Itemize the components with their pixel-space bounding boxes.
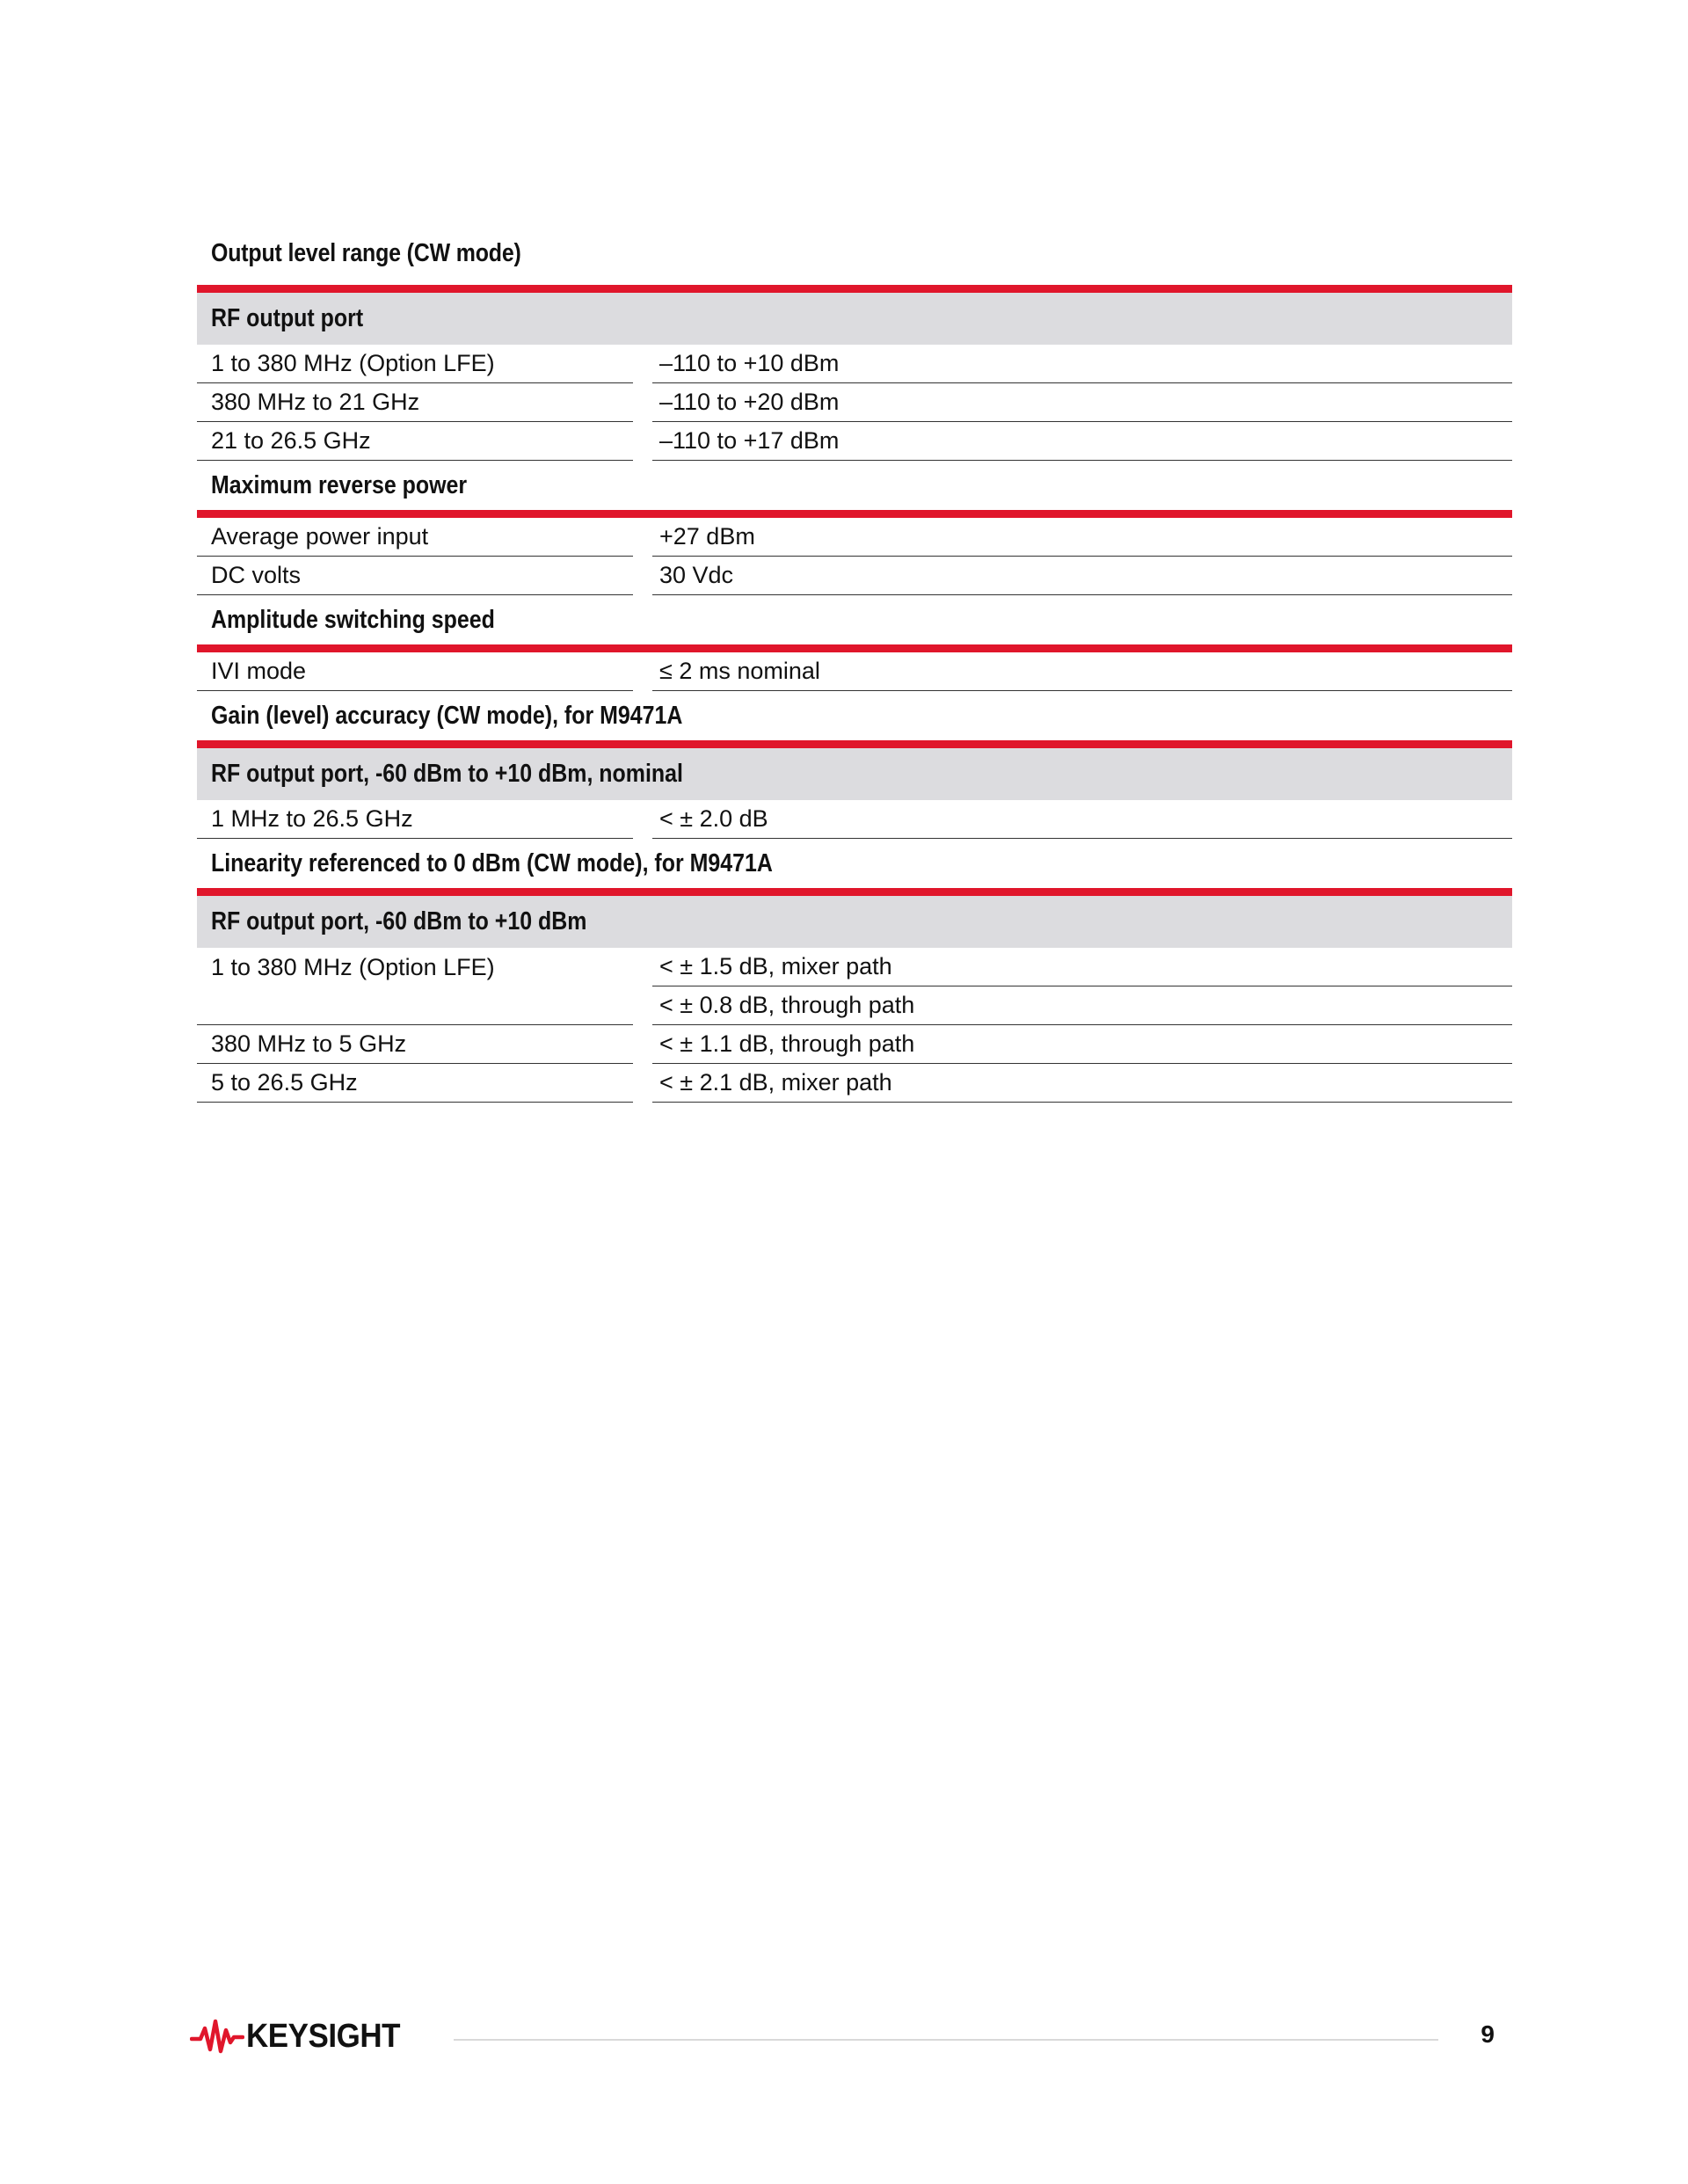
spec-row <box>197 652 1512 691</box>
footer-divider <box>454 2039 1438 2041</box>
value-cell: < ± 2.1 dB, mixer path <box>652 1064 1512 1103</box>
spec-section <box>197 839 1512 888</box>
section-header: RF output port <box>197 293 1512 345</box>
page-number: 9 <box>1481 2020 1495 2048</box>
spec-row <box>197 383 1512 422</box>
section-title: Linearity referenced to 0 dBm (CW mode), for M9471A <box>211 848 773 877</box>
parameter-cell: 5 to 26.5 GHz <box>197 1064 633 1103</box>
page-title: Output level range (CW mode) <box>211 239 521 267</box>
section-title: Maximum reverse power <box>211 470 468 499</box>
value-cell: ≤ 2 ms nominal <box>652 652 1512 691</box>
section-divider <box>197 644 1512 652</box>
keysight-waveform-icon <box>190 2016 244 2057</box>
spec-row <box>197 1064 1512 1103</box>
parameter-cell: DC volts <box>197 557 633 595</box>
spec-row <box>197 518 1512 557</box>
page-footer <box>190 2013 1509 2059</box>
parameter-cell: Average power input <box>197 518 633 557</box>
spec-section <box>197 595 1512 691</box>
logo-text: KEYSIGHT <box>246 2017 401 2055</box>
spec-row <box>197 557 1512 595</box>
spec-row <box>197 345 1512 383</box>
value-cell: –110 to +20 dBm <box>652 383 1512 422</box>
value-cell: +27 dBm <box>652 518 1512 557</box>
spec-row <box>197 1025 1512 1064</box>
value-cell: < ± 1.1 dB, through path <box>652 1025 1512 1064</box>
spec-table <box>197 285 1512 1103</box>
keysight-logo <box>190 2013 413 2059</box>
parameter-cell: 1 to 380 MHz (Option LFE) <box>197 345 633 383</box>
section-title: Gain (level) accuracy (CW mode), for M9471A <box>211 701 683 730</box>
spec-row <box>197 948 1512 986</box>
parameter-cell: 21 to 26.5 GHz <box>197 422 633 461</box>
section-title: Amplitude switching speed <box>211 605 495 634</box>
value-cell: < ± 1.5 dB, mixer path <box>652 948 1512 986</box>
value-cell: –110 to +17 dBm <box>652 422 1512 461</box>
spec-section <box>197 461 1512 595</box>
section-divider <box>197 285 1512 293</box>
spec-row <box>197 800 1512 839</box>
value-cell: < ± 0.8 dB, through path <box>652 986 1512 1025</box>
spec-section <box>197 285 1512 461</box>
value-cell: 30 Vdc <box>652 557 1512 595</box>
value-cell: –110 to +10 dBm <box>652 345 1512 383</box>
spec-section <box>197 691 1512 740</box>
parameter-cell: IVI mode <box>197 652 633 691</box>
parameter-cell: 1 to 380 MHz (Option LFE) <box>211 953 495 980</box>
section-divider <box>197 740 1512 748</box>
section-divider <box>197 888 1512 896</box>
parameter-cell: 380 MHz to 21 GHz <box>197 383 633 422</box>
parameter-cell: 380 MHz to 5 GHz <box>197 1025 633 1064</box>
section-divider <box>197 510 1512 518</box>
spec-row <box>197 986 1512 1025</box>
parameter-cell <box>197 986 633 1025</box>
parameter-cell: 1 MHz to 26.5 GHz <box>197 800 633 839</box>
section-header: RF output port, ‑60 dBm to +10 dBm <box>197 896 1512 948</box>
spec-section <box>197 740 1512 839</box>
section-header: RF output port, ‑60 dBm to +10 dBm, nominal <box>197 748 1512 800</box>
spec-section <box>197 888 1512 1103</box>
value-cell: < ± 2.0 dB <box>652 800 1512 839</box>
spec-row <box>197 422 1512 461</box>
